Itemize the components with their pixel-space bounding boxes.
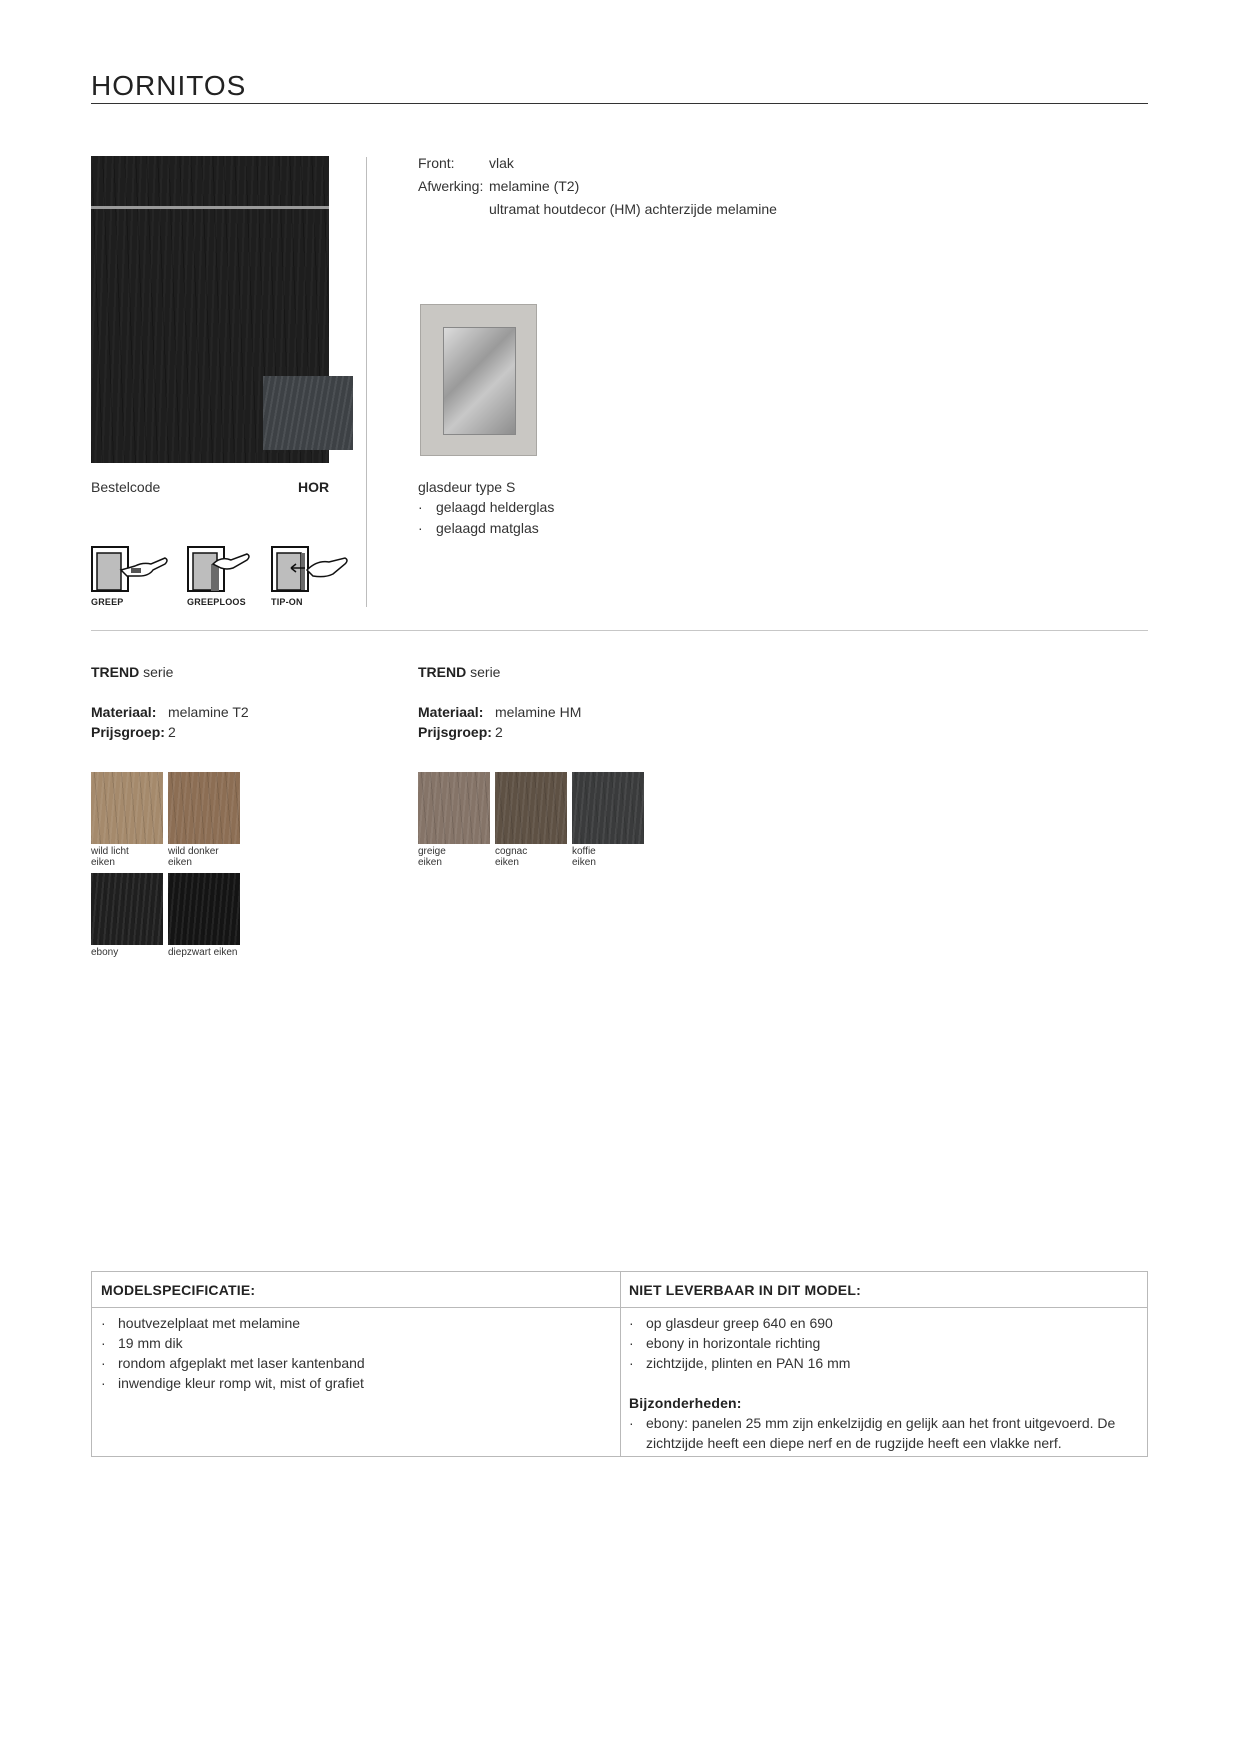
swatch-koffie-eiken xyxy=(572,772,644,844)
list-bullet: · xyxy=(629,1315,634,1331)
finish-label: Afwerking: xyxy=(418,178,484,194)
inset-color-swatch xyxy=(263,376,353,450)
material-label-left: Materiaal: xyxy=(91,704,157,720)
price-group-value-left: 2 xyxy=(168,724,176,740)
title-divider xyxy=(91,103,1148,104)
material-label-right: Materiaal: xyxy=(418,704,484,720)
material-value-left: melamine T2 xyxy=(168,704,249,720)
page-title: HORNITOS xyxy=(91,70,247,101)
glass-option-1: gelaagd helderglas xyxy=(436,499,555,515)
glass-option-bullet: · xyxy=(418,520,423,536)
greep-label: GREEP xyxy=(91,597,124,607)
swatch-wild-donker-eiken xyxy=(168,772,240,844)
swatch-greige-eiken xyxy=(418,772,490,844)
model-spec-header: MODELSPECIFICATIE: xyxy=(101,1282,256,1298)
not-available-header: NIET LEVERBAAR IN DIT MODEL: xyxy=(629,1282,861,1298)
serie-title-right: TREND serie xyxy=(418,664,501,680)
list-bullet: · xyxy=(629,1335,634,1351)
not-available-item: op glasdeur greep 640 en 690 xyxy=(646,1315,833,1331)
swatch-ebony xyxy=(91,873,163,945)
list-bullet: · xyxy=(101,1355,106,1371)
glass-door-image xyxy=(420,304,537,456)
serie-title-left: TREND serie xyxy=(91,664,174,680)
list-bullet: · xyxy=(101,1315,106,1331)
front-label: Front: xyxy=(418,155,455,171)
spec-item: 19 mm dik xyxy=(118,1335,183,1351)
swatch-label: koffie eiken xyxy=(572,846,596,868)
details-text-line-2: zichtzijde heeft een diepe nerf en de rugzijde heeft een vlakke nerf. xyxy=(646,1435,1062,1451)
not-available-item: zichtzijde, plinten en PAN 16 mm xyxy=(646,1355,851,1371)
finish-value-2: ultramat houtdecor (HM) achterzijde melamine xyxy=(489,201,777,217)
column-divider xyxy=(366,157,367,607)
swatch-label: cognac eiken xyxy=(495,846,528,868)
order-code-label: Bestelcode xyxy=(91,479,161,495)
spec-item: houtvezelplaat met melamine xyxy=(118,1315,301,1331)
glass-door-title: glasdeur type S xyxy=(418,479,516,495)
glass-option-bullet: · xyxy=(418,499,423,515)
tip-on-label: TIP-ON xyxy=(271,597,303,607)
spec-item: rondom afgeplakt met laser kantenband xyxy=(118,1355,365,1371)
swatch-wild-licht-eiken xyxy=(91,772,163,844)
front-value: vlak xyxy=(489,155,514,171)
model-spec-table xyxy=(91,1271,1148,1457)
swatch-label: wild donker eiken xyxy=(168,846,219,868)
spec-item: inwendige kleur romp wit, mist of grafiet xyxy=(118,1375,364,1391)
details-title: Bijzonderheden: xyxy=(629,1395,742,1411)
price-group-value-right: 2 xyxy=(495,724,503,740)
swatch-label: greige eiken xyxy=(418,846,446,868)
details-text-line-1: ebony: panelen 25 mm zijn enkelzijdig en gelijk aan het front uitgevoerd. De xyxy=(646,1415,1116,1431)
swatch-label: ebony xyxy=(91,947,119,958)
section-divider xyxy=(91,630,1148,631)
swatch-label: diepzwart eiken xyxy=(168,947,238,958)
list-bullet: · xyxy=(629,1415,634,1431)
order-code-value: HOR xyxy=(298,479,330,495)
list-bullet: · xyxy=(101,1375,106,1391)
not-available-item: ebony in horizontale richting xyxy=(646,1335,821,1351)
finish-value: melamine (T2) xyxy=(489,178,580,194)
price-group-label-right: Prijsgroep: xyxy=(418,724,492,740)
swatch-label: wild licht eiken xyxy=(91,846,129,868)
swatch-cognac-eiken xyxy=(495,772,567,844)
list-bullet: · xyxy=(629,1355,634,1371)
swatch-diepzwart-eiken xyxy=(168,873,240,945)
greeploos-label: GREEPLOOS xyxy=(187,597,246,607)
list-bullet: · xyxy=(101,1335,106,1351)
material-value-right: melamine HM xyxy=(495,704,582,720)
price-group-label-left: Prijsgroep: xyxy=(91,724,165,740)
glass-option-2: gelaagd matglas xyxy=(436,520,539,536)
